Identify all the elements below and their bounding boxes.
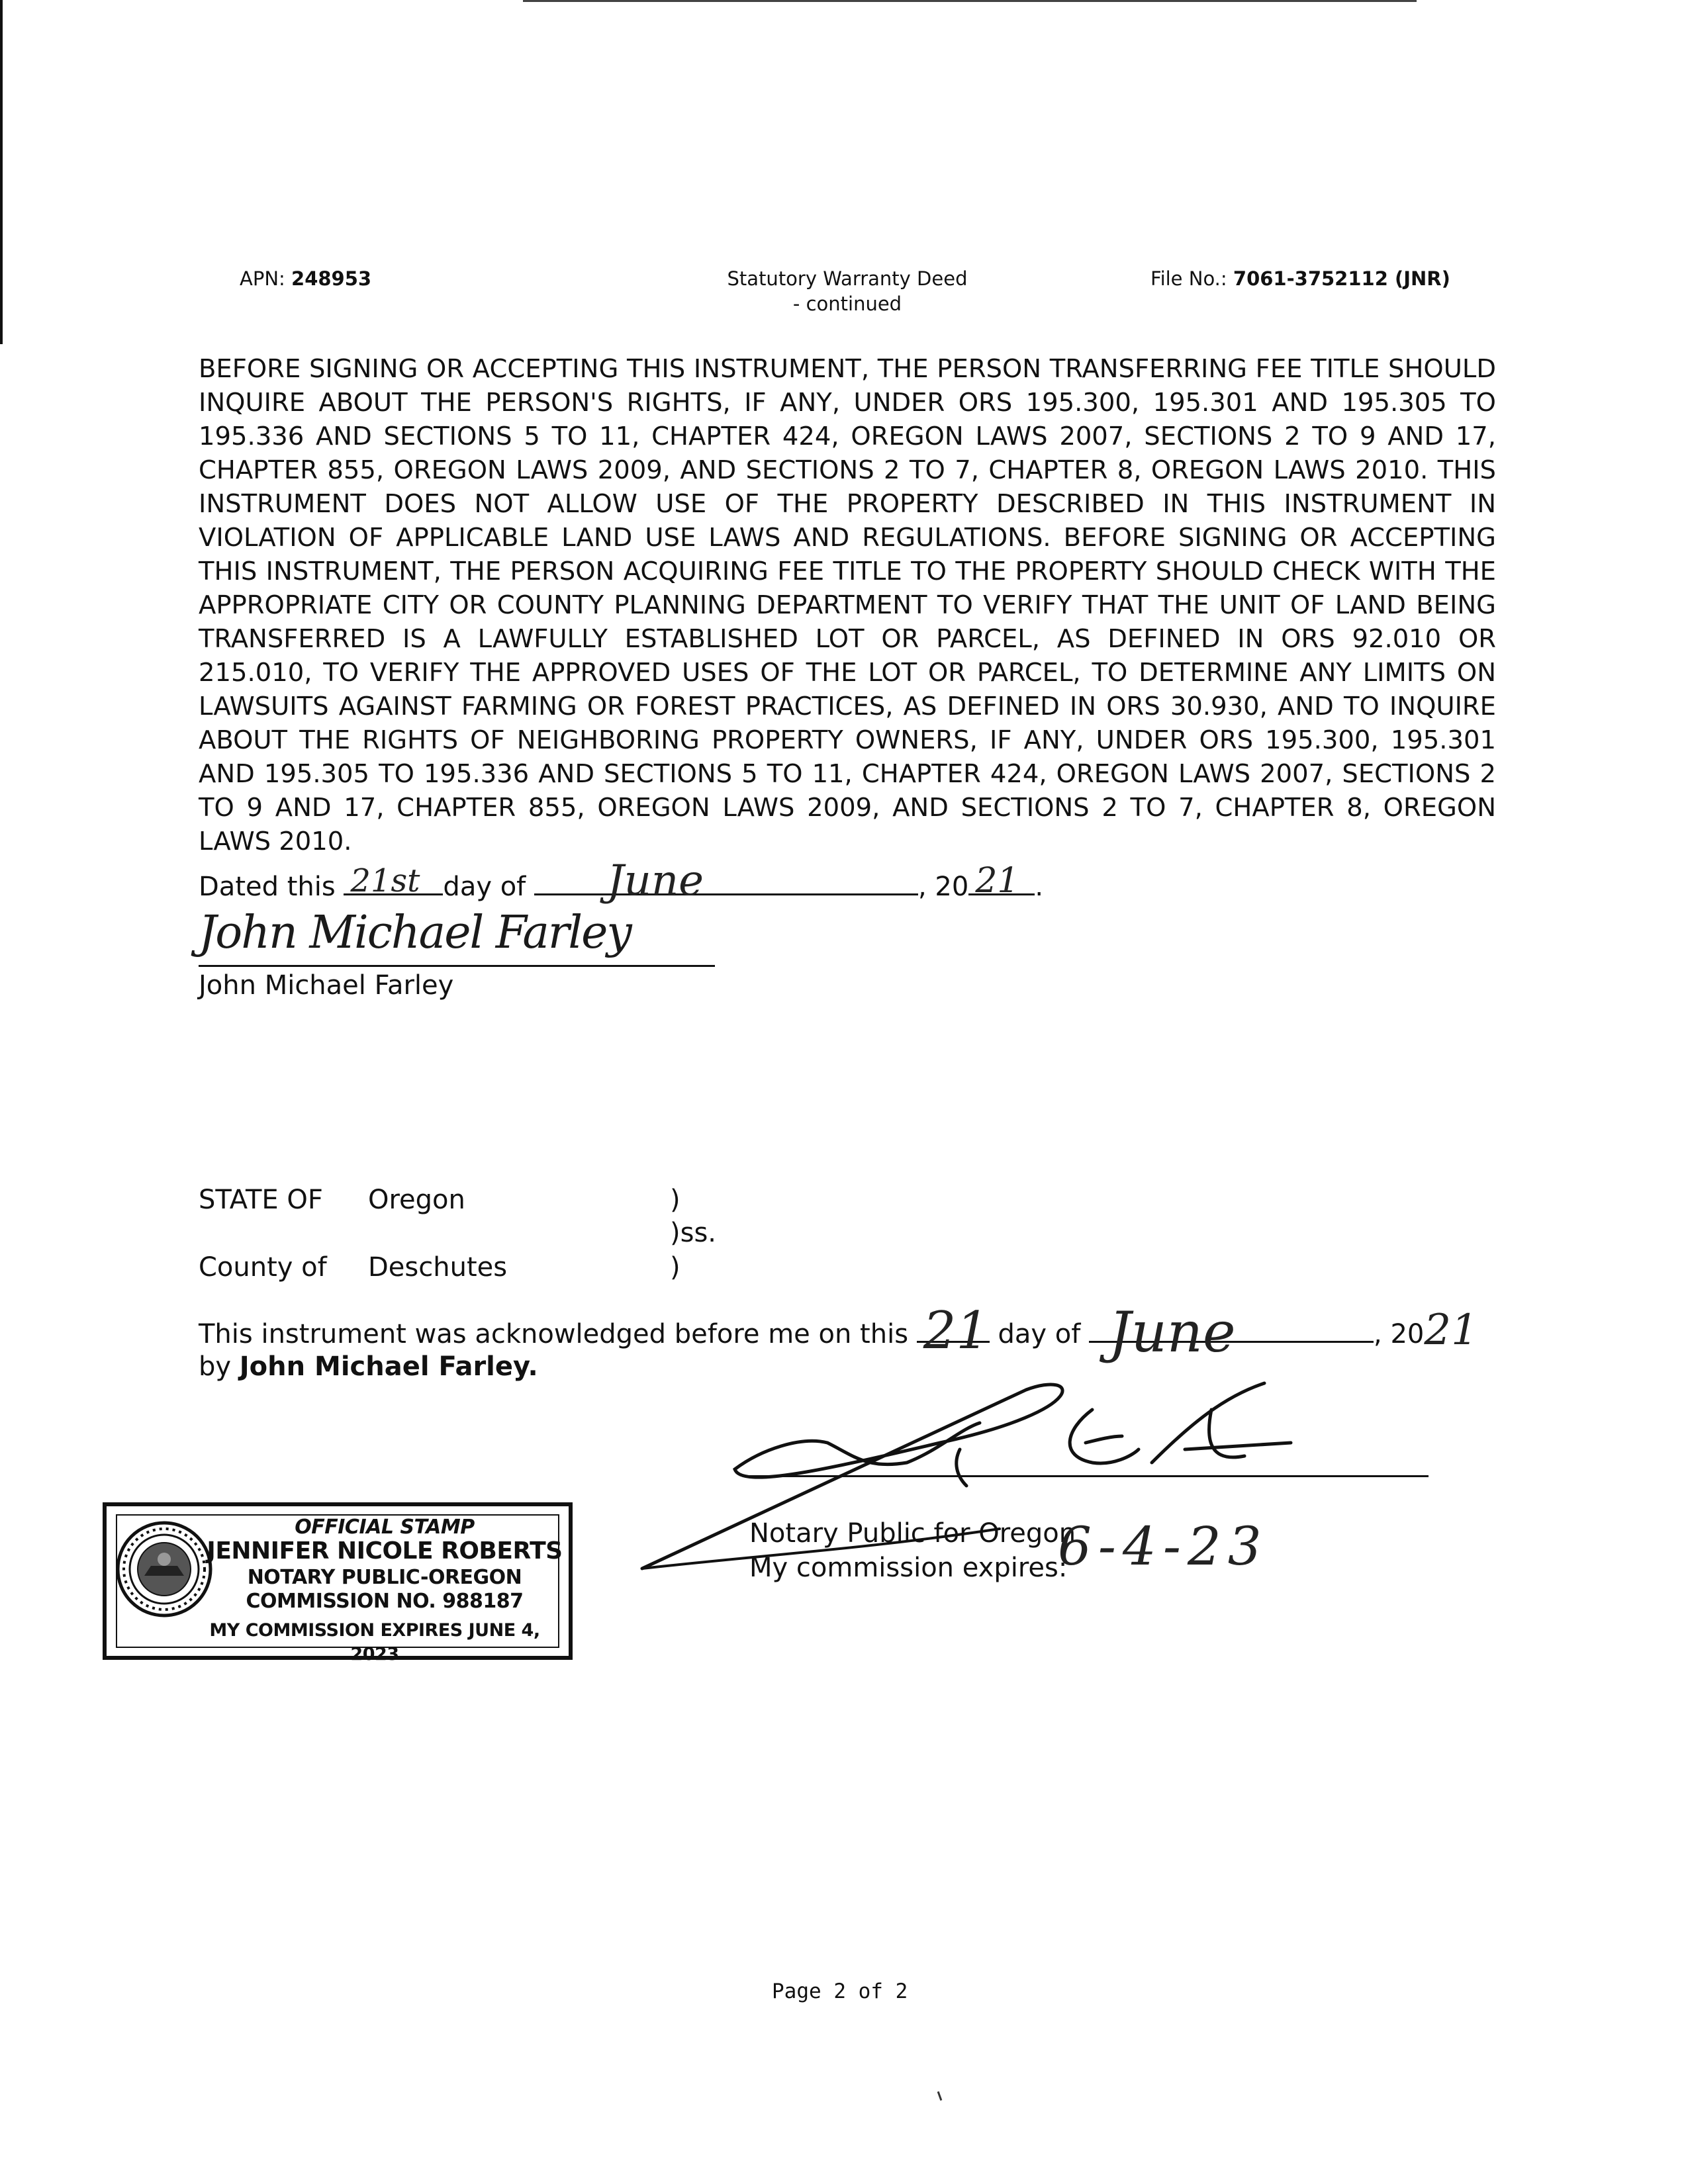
dated-suffix: . (1035, 872, 1044, 902)
dated-month-blank (534, 856, 918, 905)
header-file-no (1150, 266, 1450, 291)
dated-day-of: day of (443, 872, 526, 902)
grantor-signature-script: John Michael Farley (199, 907, 631, 959)
ack-year-prefix: , 20 (1374, 1319, 1425, 1349)
oregon-state-seal-icon (115, 1520, 214, 1619)
notary-commission-handwritten: 6-4-23 (1058, 1516, 1268, 1577)
ack-day-handwritten: 21 (923, 1301, 990, 1361)
notary-commission-label: My commission expires: (749, 1553, 1068, 1583)
ack-by-label: by (199, 1351, 232, 1382)
ack-month-handwritten: June (1109, 1300, 1236, 1365)
scan-edge-left (0, 0, 3, 344)
apn-value: 248953 (291, 267, 372, 290)
ack-day-blank (917, 1301, 990, 1361)
acknowledgment-by (199, 1350, 538, 1383)
scan-speck (937, 2091, 943, 2101)
grantor-signature (199, 907, 715, 959)
header-apn (240, 266, 371, 291)
state-value: Oregon (368, 1185, 465, 1215)
apn-label: APN: (240, 267, 285, 290)
notary-title: Notary Public for Oregon (749, 1518, 1076, 1549)
dated-day-handwritten: 21st (350, 862, 420, 899)
county-value: Deschutes (368, 1252, 508, 1283)
stamp-line-commission: COMMISSION NO. 988187 (246, 1590, 524, 1613)
ack-day-of: day of (998, 1319, 1081, 1349)
ack-by-suffix: . (528, 1351, 538, 1382)
county-label: County of (199, 1252, 327, 1283)
ack-year-handwritten: 21 (1424, 1306, 1478, 1355)
stamp-line-name: JENNIFER NICOLE ROBERTS (207, 1537, 563, 1565)
venue-paren-2: ) (670, 1252, 680, 1283)
ack-year-blank (1424, 1306, 1478, 1355)
document-subtitle: - continued (792, 293, 902, 315)
document-title: Statutory Warranty Deed (727, 267, 968, 290)
file-label: File No.: (1150, 267, 1227, 290)
notary-signature-line (747, 1475, 1429, 1477)
venue-ss: )ss. (670, 1218, 716, 1248)
dated-year-blank (968, 861, 1035, 901)
statutory-notice: BEFORE SIGNING OR ACCEPTING THIS INSTRUMENT, THE PERSON TRANSFERRING FEE TITLE SHOULD INQUIRE ABOUT THE PERSON'S RIGHTS, IF ANY, UNDER ORS 195.300, 195.301 AND 195.305 TO 195.336 AND SECTIONS 5 TO 11, CHAPTER 424, OREGON LAWS 2007, SECTIONS 2 TO 9 AND 17, CHAPTER 855, OREGON LAWS 2009, AND SECTIONS 2 TO 7, CHAPTER 8, OREGON LAWS 2010. THIS INSTRUMENT DOES NOT ALLOW USE OF THE PROPERTY DESCRIBED IN THIS INSTRUMENT IN VIOLATION OF APPLICABLE LAND USE LAWS AND REGULATIONS. BEFORE SIGNING OR ACCEPTING THIS INSTRUMENT, THE PERSON ACQUIRING FEE TITLE TO THE PROPERTY SHOULD CHECK WITH THE APPROPRIATE CITY OR COUNTY PLANNING DEPARTMENT TO VERIFY THAT THE UNIT OF LAND BEING TRANSFERRED IS A LAWFULLY ESTABLISHED LOT OR PARCEL, AS DEFINED IN ORS 92.010 OR 215.010, TO VERIFY THE APPROVED USES OF THE LOT OR PARCEL, TO DETERMINE ANY LIMITS ON LAWSUITS AGAINST FARMING OR FOREST PRACTICES, AS DEFINED IN ORS 30.930, AND TO INQUIRE ABOUT THE RIGHTS OF NEIGHBORING PROPERTY OWNERS, IF ANY, UNDER ORS 195.300, 195.301 AND 195.305 TO 195.336 AND SECTIONS 5 TO 11, CHAPTER 424, OREGON LAWS 2007, SECTIONS 2 TO 9 AND 17, CHAPTER 855, OREGON LAWS 2009, AND SECTIONS 2 TO 7, CHAPTER 8, OREGON LAWS 2010. (199, 354, 1496, 856)
ack-by-name: John Michael Farley (239, 1351, 528, 1382)
dated-line (199, 856, 1044, 905)
dated-prefix: Dated this (199, 872, 336, 902)
state-label: STATE OF (199, 1185, 323, 1215)
venue-paren-1: ) (670, 1185, 680, 1215)
grantor-signature-line (199, 965, 715, 967)
ack-month-blank (1089, 1300, 1374, 1365)
stamp-line-expires: MY COMMISSION EXPIRES JUNE 4, 2023 (209, 1620, 540, 1664)
acknowledgment-line (199, 1300, 1478, 1365)
dated-year-handwritten: 21 (975, 861, 1019, 901)
dated-year-prefix: , 20 (917, 872, 969, 902)
header-title (616, 266, 1079, 316)
file-value: 7061-3752112 (JNR) (1233, 267, 1450, 290)
stamp-line-official: OFFICIAL STAMP (295, 1516, 475, 1539)
ack-prefix: This instrument was acknowledged before me on this (199, 1319, 909, 1349)
page-number: Page 2 of 2 (772, 1979, 908, 2003)
scan-edge-top (523, 0, 1417, 2)
dated-month-handwritten: June (606, 856, 704, 905)
stamp-line-notary: NOTARY PUBLIC-OREGON (247, 1566, 522, 1589)
official-notary-stamp (103, 1502, 573, 1664)
dated-day-blank (344, 862, 443, 899)
grantor-printed-name: John Michael Farley (199, 970, 454, 1001)
